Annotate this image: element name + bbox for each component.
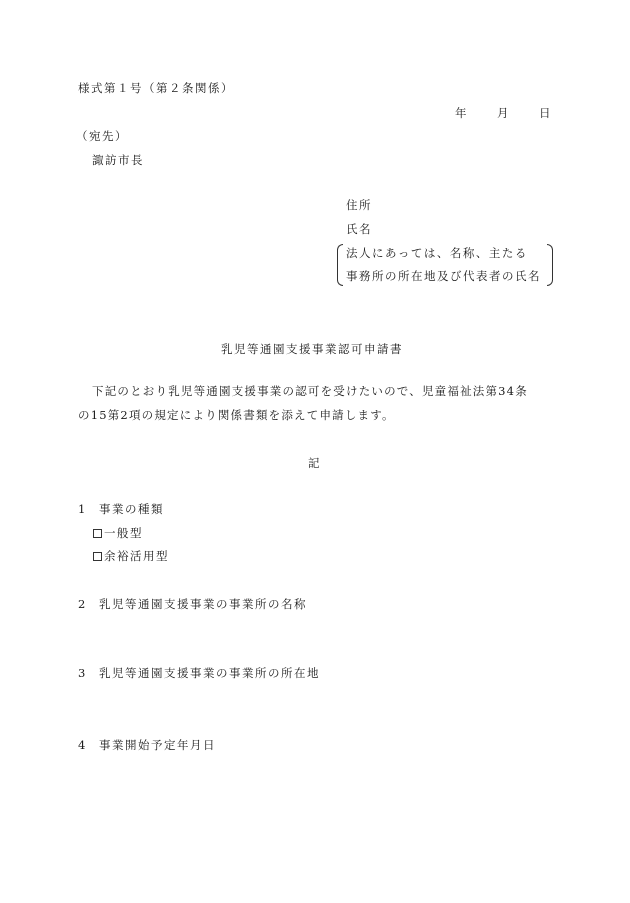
- body-line2: の15第2項の規定により関係書類を添えて申請します。: [78, 408, 395, 422]
- addressee-label: （宛先）: [76, 129, 128, 143]
- option-label: 一般型: [104, 526, 143, 540]
- ki-heading: 記: [308, 456, 321, 470]
- name-label: 氏名: [346, 222, 372, 236]
- corporate-note-line1: 法人にあっては、名称、主たる: [346, 246, 528, 260]
- item-number: 4: [78, 738, 87, 752]
- item-label: 事業開始予定年月日: [99, 738, 216, 752]
- form-number: 様式第１号（第２条関係）: [78, 81, 234, 95]
- date-day-label: 日: [539, 106, 552, 120]
- item-number: 3: [78, 666, 87, 680]
- item-number: 2: [78, 597, 87, 611]
- item-label: 事業の種類: [99, 502, 164, 516]
- checkbox-icon[interactable]: [93, 552, 102, 561]
- address-label: 住所: [346, 198, 372, 212]
- left-bracket: [337, 244, 343, 286]
- right-bracket: [547, 244, 553, 286]
- addressee-name: 諏訪市長: [92, 153, 144, 167]
- date-month-label: 月: [497, 106, 510, 120]
- option-label: 余裕活用型: [104, 549, 169, 563]
- checkbox-option-surplus[interactable]: [93, 551, 169, 563]
- item-label: 乳児等通園支援事業の事業所の所在地: [99, 666, 320, 680]
- item-label: 乳児等通園支援事業の事業所の名称: [99, 597, 307, 611]
- body-line1: 下記のとおり乳児等通園支援事業の認可を受けたいので、児童福祉法第34条: [92, 384, 528, 398]
- date-year-label: 年: [455, 106, 468, 120]
- checkbox-icon[interactable]: [93, 529, 102, 538]
- checkbox-option-general[interactable]: [93, 528, 143, 540]
- corporate-note-line2: 事務所の所在地及び代表者の氏名: [346, 269, 541, 283]
- document-title: 乳児等通園支援事業認可申請書: [221, 342, 403, 356]
- item-number: 1: [78, 502, 87, 516]
